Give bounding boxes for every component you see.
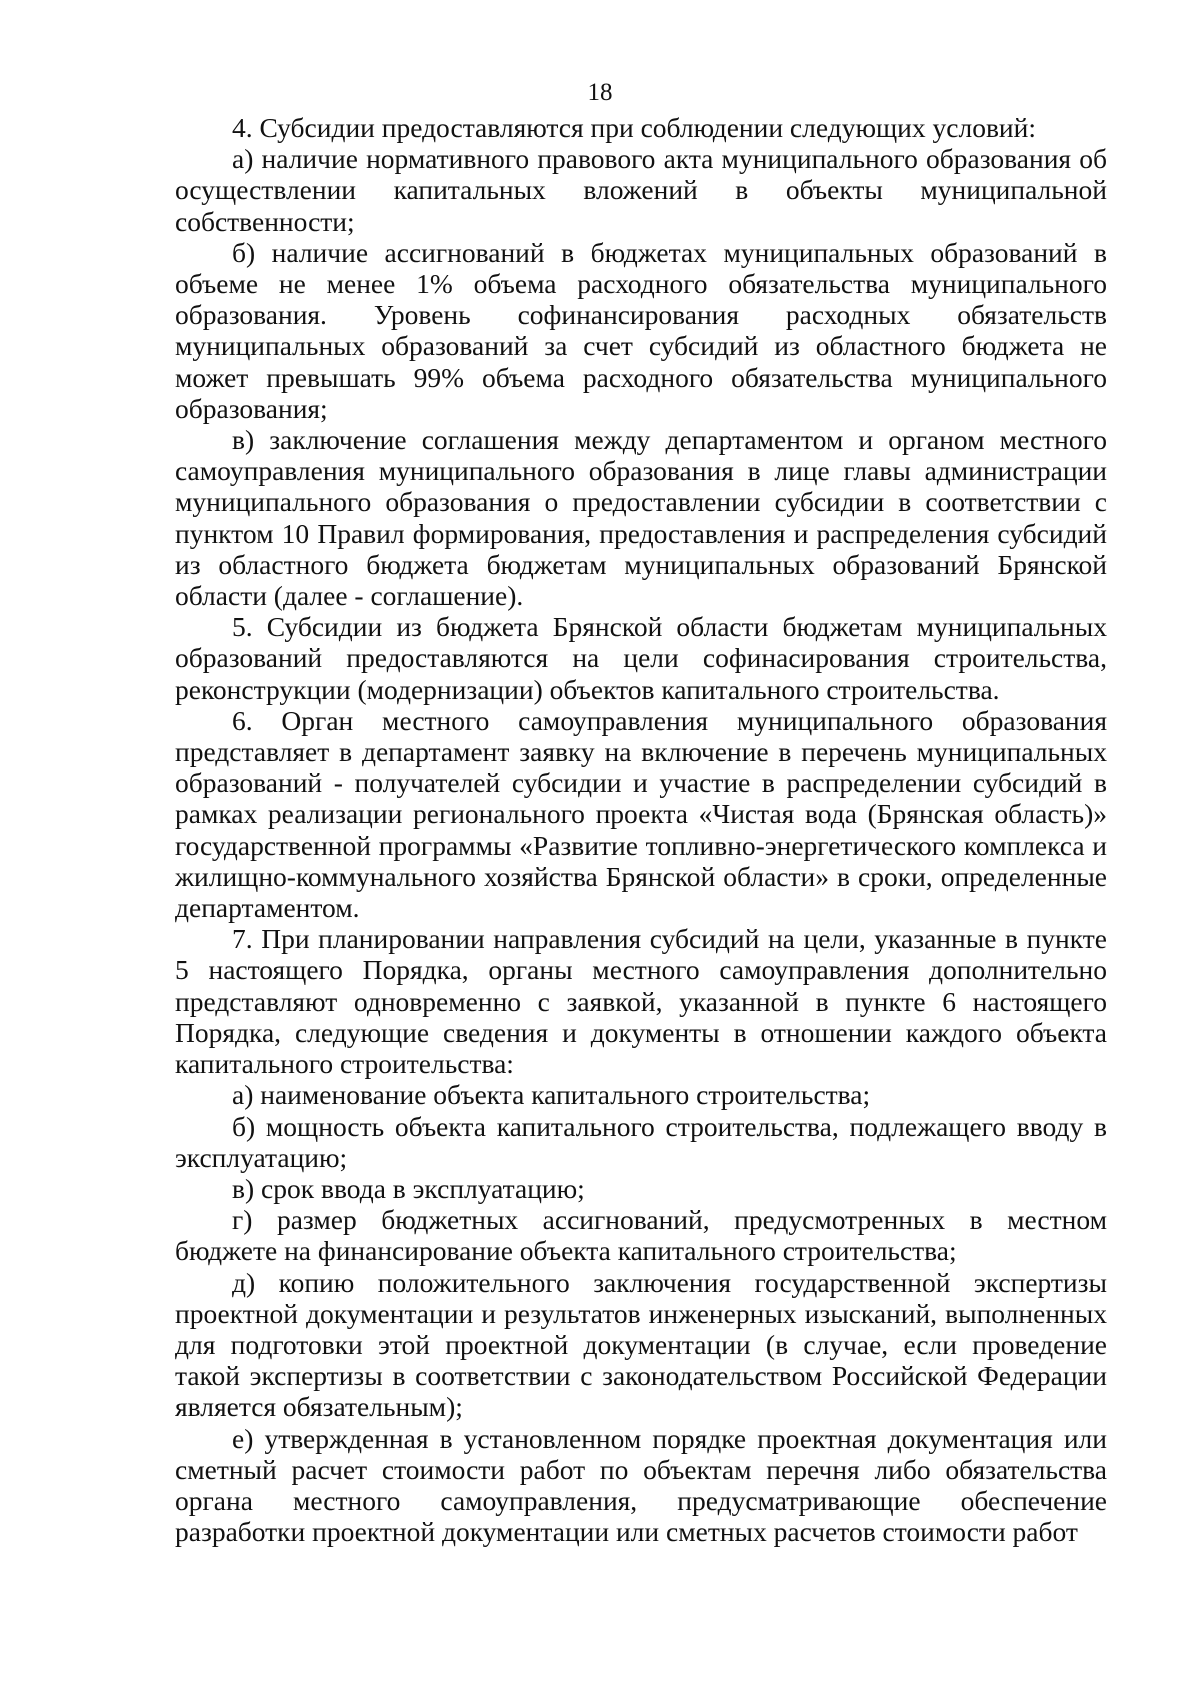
- paragraph: б) мощность объекта капитального строительства, подлежащего вводу в эксплуатацию;: [175, 1110, 1107, 1173]
- paragraph: в) заключение соглашения между департаментом и органом местного самоуправления муниципального образования в лице главы администрации муниципального образования о предоставлении субсидии в соответствии с пунктом 10 Правил формирования, предоставления и распределения субсидий из областного бюджета бюджетам муниципальных образований Брянской области (далее - соглашение).: [175, 424, 1107, 612]
- paragraph: а) наименование объекта капитального строительства;: [232, 1079, 871, 1111]
- paragraph: б) наличие ассигнований в бюджетах муниципальных образований в объеме не менее 1% объема расходного обязательства муниципального образования. Уровень софинансирования расходных обязательств муниципальных образований за счет субсидий из областного бюджета не может превышать 99% объема расходного обязательства муниципального образования;: [175, 236, 1107, 424]
- paragraph: д) копию положительного заключения государственной экспертизы проектной документации и результатов инженерных изысканий, выполненных для подготовки этой проектной документации (в случае, если проведение такой экспертизы в соответствии с законодательством Российской Федерации является обязательным);: [175, 1266, 1107, 1423]
- paragraph: в) срок ввода в эксплуатацию;: [232, 1172, 585, 1204]
- paragraph: 6. Орган местного самоуправления муниципального образования представляет в департамент заявку на включение в перечень муниципальных образований - получателей субсидии и участие в распределении субсидий в рамках реализации регионального проекта «Чистая вода (Брянская область)» государственной программы «Развитие топливно-энергетического комплекса и жилищно-коммунального хозяйства Брянской области» в сроки, определенные департаментом.: [175, 704, 1107, 924]
- paragraph: а) наличие нормативного правового акта муниципального образования об осуществлении капитальных вложений в объекты муниципальной собственности;: [175, 143, 1107, 237]
- paragraph: 4. Субсидии предоставляются при соблюдении следующих условий:: [232, 112, 1036, 143]
- paragraph: 7. При планировании направления субсидий на цели, указанные в пункте 5 настоящего Порядка, органы местного самоуправления дополнительно представляют одновременно с заявкой, указанной в пункте 6 настоящего Порядка, следующие сведения и документы в отношении каждого объекта капитального строительства:: [175, 923, 1107, 1080]
- page-number: 18: [587, 79, 613, 106]
- paragraph: 5. Субсидии из бюджета Брянской области бюджетам муниципальных образований предоставляются на цели софинасирования строительства, реконструкции (модернизации) объектов капитального строительства.: [175, 611, 1107, 705]
- paragraph: е) утвержденная в установленном порядке проектная документация или сметный расчет стоимости работ по объектам перечня либо обязательства органа местного самоуправления, предусматривающие обеспечение разработки проектной документации или сметных расчетов стоимости работ: [175, 1422, 1107, 1548]
- document-body: [175, 112, 1107, 1547]
- paragraph: г) размер бюджетных ассигнований, предусмотренных в местном бюджете на финансирование объекта капитального строительства;: [175, 1204, 1107, 1267]
